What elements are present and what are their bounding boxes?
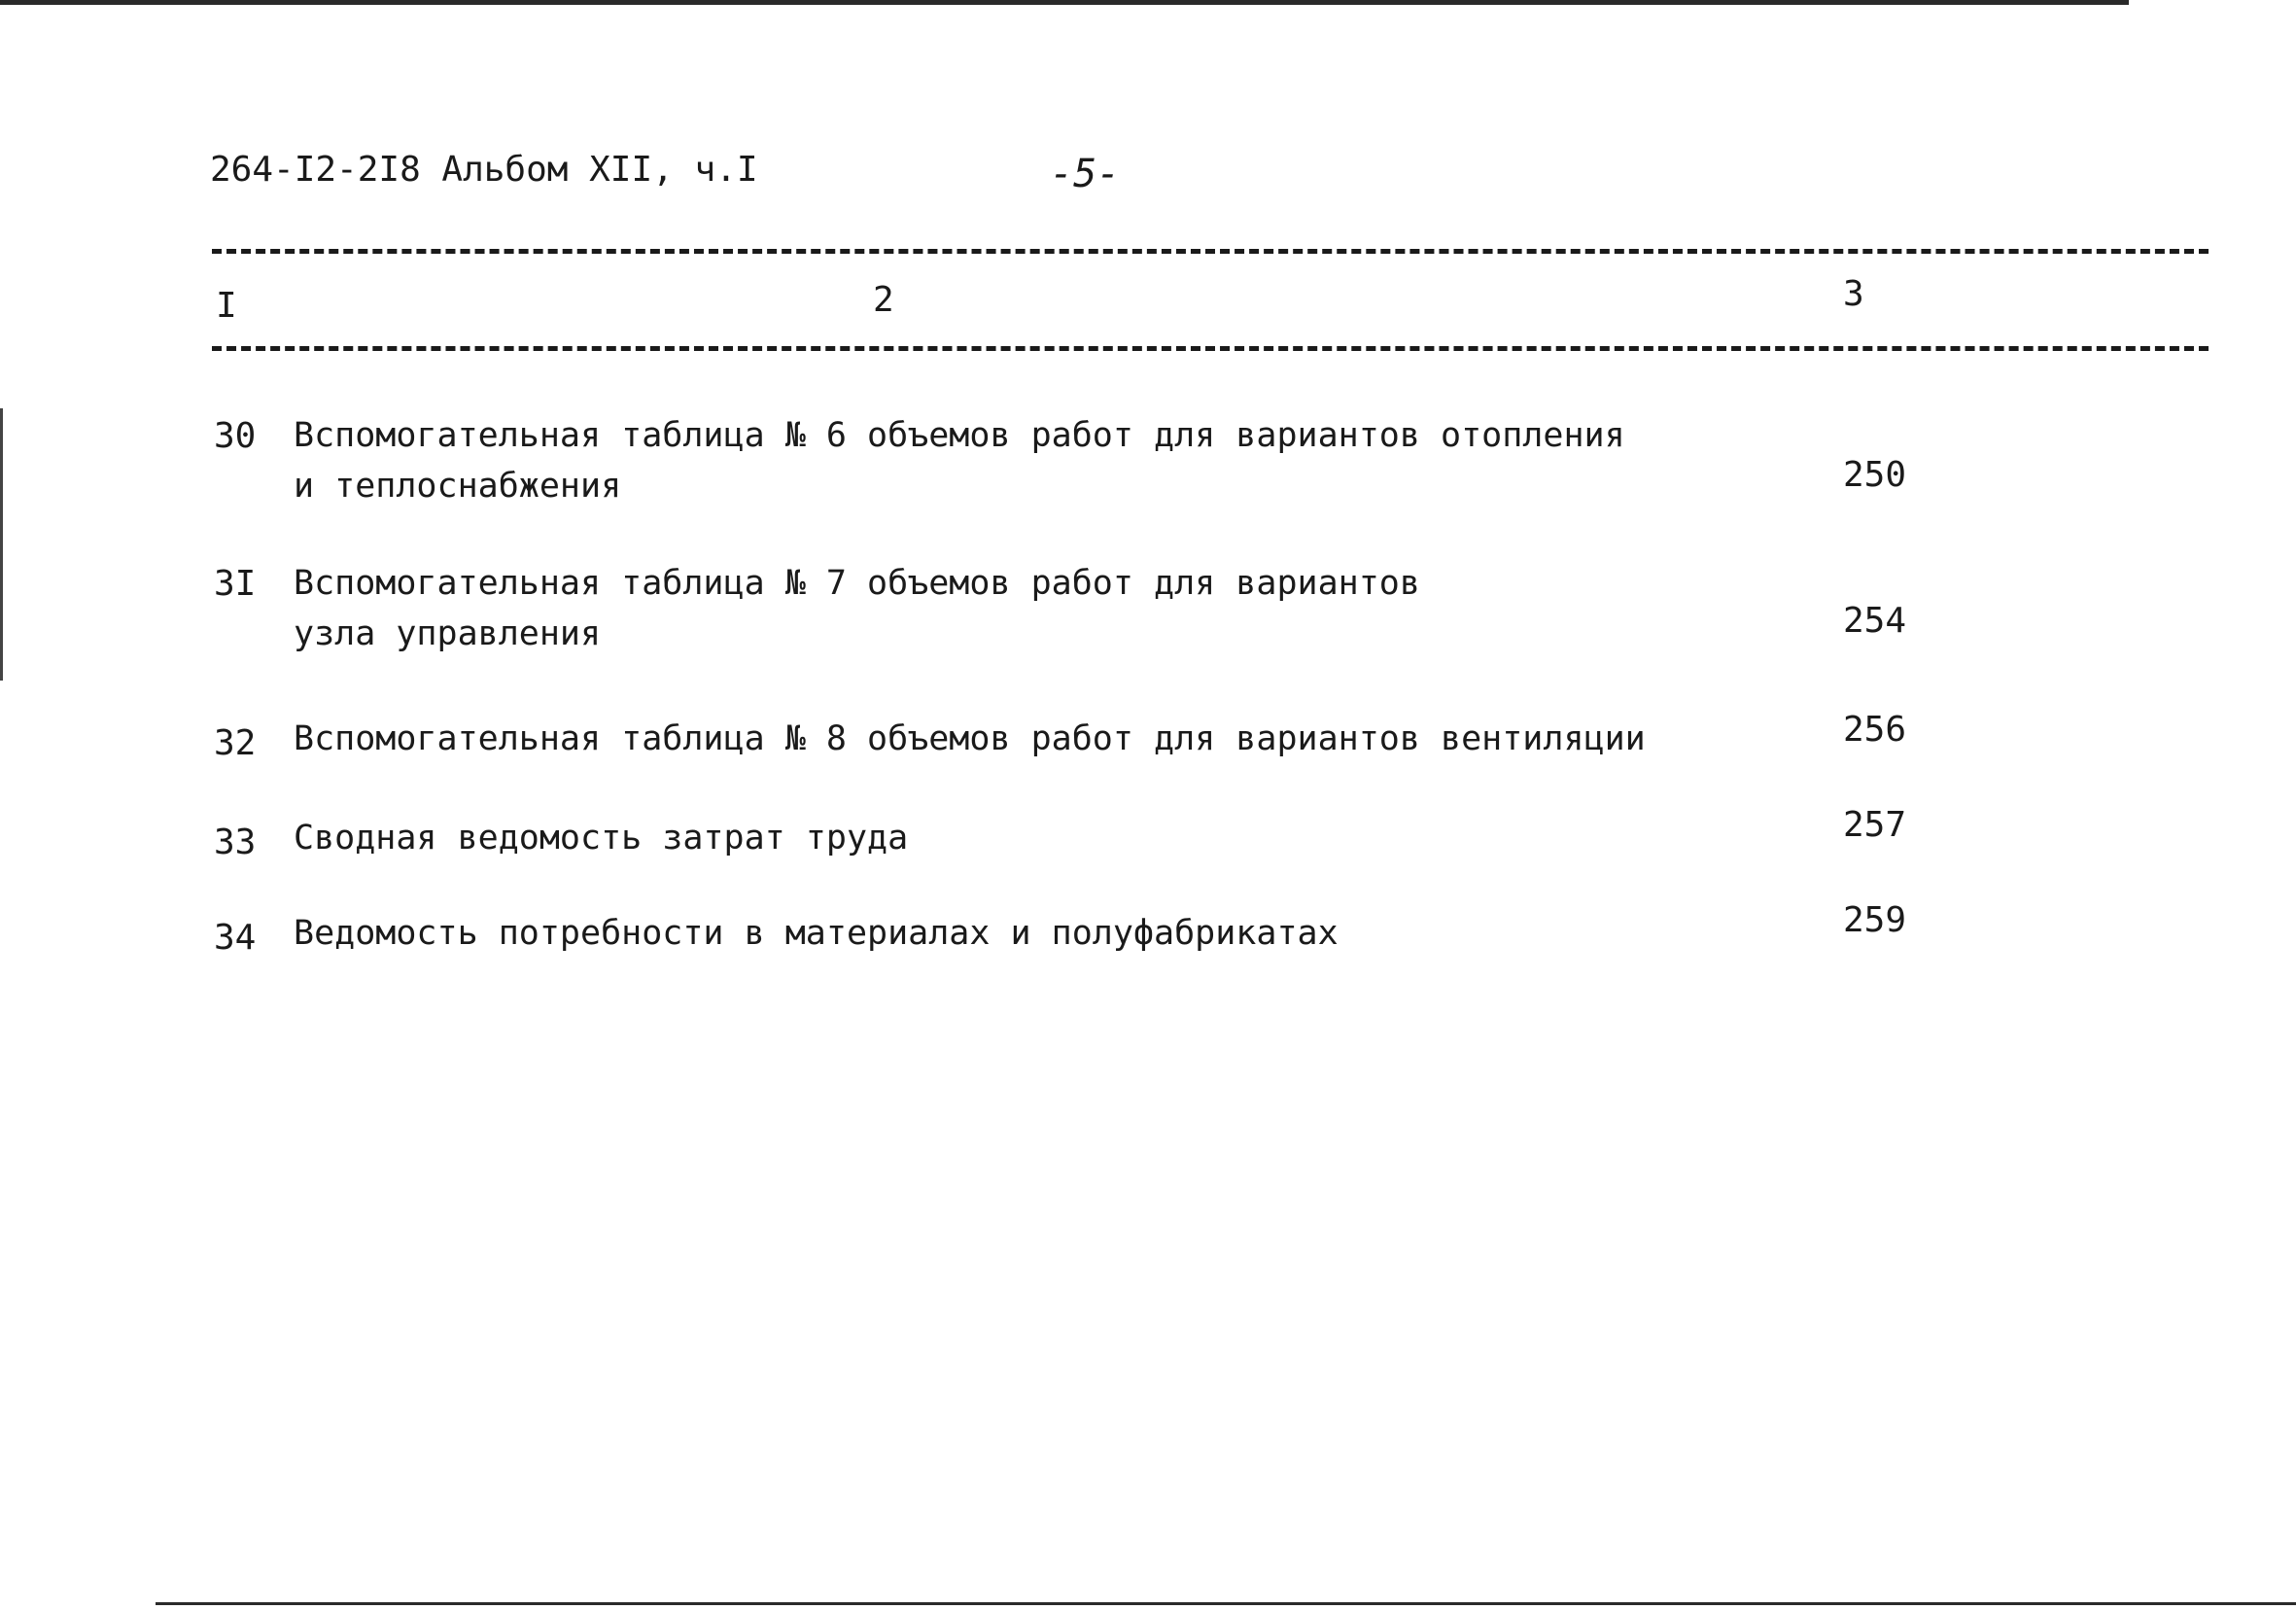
row-page-number: 254	[1843, 601, 1907, 641]
scan-border-top	[0, 0, 2129, 5]
row-title	[294, 558, 1420, 659]
table-rule-top	[212, 249, 2209, 254]
row-title-line: Вспомогательная таблица № 6 объемов работ для вариантов отопления	[294, 416, 1625, 455]
column-header-2: 2	[873, 280, 894, 320]
row-page-number: 257	[1843, 805, 1907, 845]
row-title-line: Сводная ведомость затрат труда	[294, 819, 909, 858]
row-title-line: Вспомогательная таблица № 8 объемов работ для вариантов вентиляции	[294, 719, 1646, 758]
row-page-number: 256	[1843, 710, 1907, 750]
row-title-line: Ведомость потребности в материалах и полуфабрикатах	[294, 914, 1339, 953]
row-title-line: и теплоснабжения	[294, 467, 622, 506]
row-page-number: 259	[1843, 900, 1907, 940]
column-header-1: I	[216, 286, 237, 326]
scan-border-left	[0, 408, 3, 681]
row-title	[294, 908, 1339, 959]
row-number: 32	[214, 723, 257, 763]
row-number: 33	[214, 822, 257, 862]
row-title	[294, 410, 1625, 511]
table-rule-bottom	[212, 346, 2209, 351]
row-title	[294, 714, 1646, 764]
row-number: 3I	[214, 564, 257, 604]
scan-border-bottom	[156, 1602, 2296, 1605]
row-title-line: узла управления	[294, 614, 602, 653]
row-number: 30	[214, 416, 257, 456]
column-header-3: 3	[1843, 274, 1864, 314]
page-number: -5-	[1050, 152, 1121, 196]
row-title-line: Вспомогательная таблица № 7 объемов работ для вариантов	[294, 564, 1420, 603]
row-title	[294, 813, 908, 863]
row-number: 34	[214, 918, 257, 958]
document-code: 264-I2-2I8 Альбом XII, ч.I	[210, 150, 758, 190]
row-page-number: 250	[1843, 455, 1907, 495]
